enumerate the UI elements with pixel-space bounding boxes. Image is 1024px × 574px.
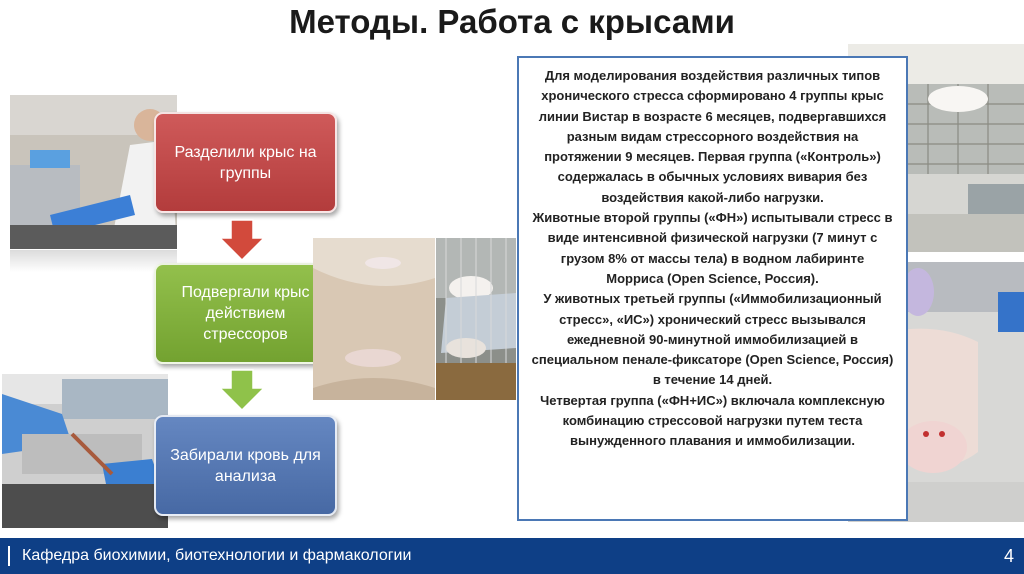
step-collect-blood	[154, 415, 337, 516]
down-arrow-icon	[219, 219, 265, 261]
footer-bar	[0, 538, 1024, 574]
slide-title: Методы. Работа с крысами	[289, 3, 735, 40]
blood-sampling-photo	[2, 374, 168, 528]
rat-cage-photo	[436, 238, 516, 400]
page-number: 4	[1003, 546, 1014, 566]
footer-department: Кафедра биохимии, биотехнологии и фармакологии	[22, 547, 412, 564]
footer-divider	[8, 546, 10, 566]
description-paragraph-physical-load: Животные второй группы («ФН») испытывали стресс в виде интенсивной физической нагрузки (7 минут с грузом 8% от массы тела) в водном лабиринте Морриса (Open Science, Россия).	[532, 210, 893, 286]
description-paragraph-control: Для моделирования воздействия различных типов хронического стресса сформировано 4 группы крыс линии Вистар в возрасте 6 месяцев, подвергавшихся разным видам стрессорного воздействия на протяжении 9 месяцев. Первая группа («Контроль») содержалась в обычных условиях вивария без воздействия какой-либо нагрузки.	[538, 68, 887, 205]
step-collect-blood-label: Забирали кровь для анализа	[170, 446, 321, 485]
methods-description-panel	[517, 56, 908, 521]
description-paragraph-immobilization: У животных третьей группы («Иммобилизационный стресс», «ИС») хронический стресс вызывался ежедневной 90-минутной иммобилизацией в специальном пенале-фиксаторе (Open Science, Россия) в течение 14 дней.	[531, 291, 894, 388]
step-split-groups-label: Разделили крыс на группы	[174, 143, 317, 182]
step-apply-stressors-label: Подвергали крыс действием стрессоров	[181, 284, 310, 343]
step-apply-stressors	[154, 263, 337, 364]
step-split-groups	[154, 112, 337, 213]
water-maze-photo	[313, 238, 435, 400]
lab-worker-photo	[10, 95, 177, 249]
description-paragraph-combined: Четвертая группа («ФН+ИС») включала комплексную комбинацию стрессовой нагрузки путем теста вынужденного плавания и иммобилизации.	[540, 392, 885, 449]
down-arrow-icon	[219, 369, 265, 411]
lab-worker-photo-reflection	[10, 250, 177, 272]
